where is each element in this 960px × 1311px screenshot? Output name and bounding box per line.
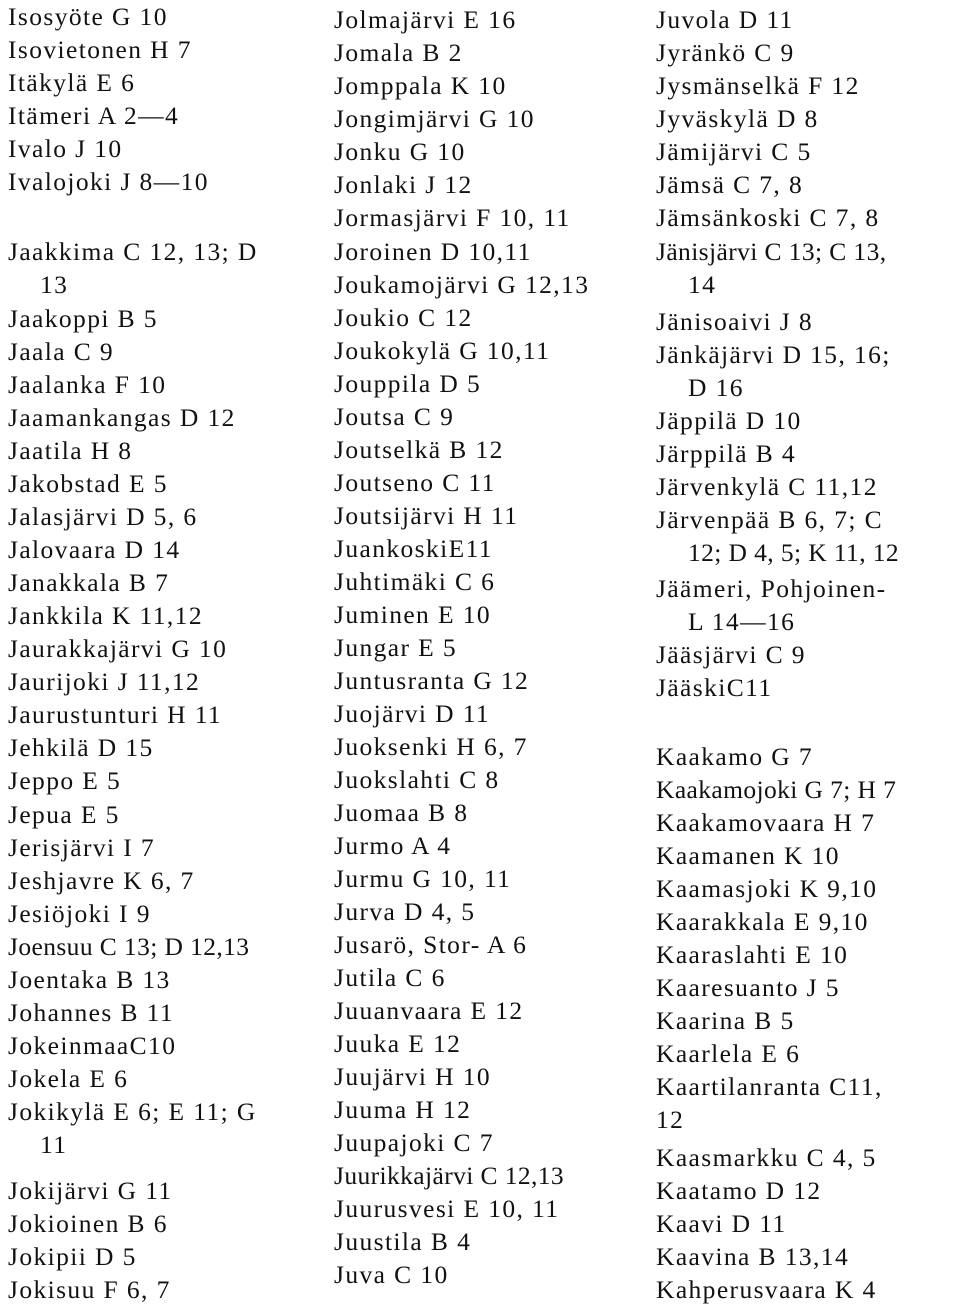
index-entry: Jaurakkajärvi G 10: [8, 634, 228, 663]
index-entry: Kaarakkala E 9,10: [656, 907, 869, 936]
index-entry: Jonlaki J 12: [334, 170, 473, 199]
index-entry: Jurmu G 10, 11: [334, 864, 512, 893]
index-entry: Kaakamo G 7: [656, 742, 814, 771]
index-entry: Kaarina B 5: [656, 1006, 795, 1035]
index-entry: Jaatila H 8: [8, 436, 133, 465]
index-entry: Jyränkö C 9: [656, 38, 795, 67]
index-entry-continuation: 13: [40, 270, 69, 299]
index-entry-continuation: 14: [688, 270, 717, 299]
index-entry: Jomala B 2: [334, 38, 463, 67]
index-column-3: [656, 0, 960, 1311]
index-entry: Jokipii D 5: [8, 1242, 137, 1271]
index-entry: Jankkila K 11,12: [8, 601, 203, 630]
index-entry-continuation: D 16: [688, 373, 744, 402]
index-entry: Jesiöjoki I 9: [8, 899, 151, 928]
index-entry: Juminen E 10: [334, 600, 492, 629]
index-entry: Joentaka B 13: [8, 965, 171, 994]
index-entry: Jämijärvi C 5: [656, 137, 812, 166]
index-entry: Jalasjärvi D 5, 6: [8, 502, 198, 531]
index-entry: Juvola D 11: [656, 5, 794, 34]
index-entry: Jaakoppi B 5: [8, 304, 158, 333]
index-entry: Jokela E 6: [8, 1064, 129, 1093]
index-entry: Jurmo A 4: [334, 831, 452, 860]
index-entry: Jaurijoki J 11,12: [8, 667, 201, 696]
index-entry: Jouppila D 5: [334, 369, 482, 398]
index-entry: Joutsijärvi H 11: [334, 501, 519, 530]
index-entry: Joutselkä B 12: [334, 435, 504, 464]
index-entry-continuation: 12: [656, 1105, 685, 1134]
index-entry: Jämsänkoski C 7, 8: [656, 203, 880, 232]
index-entry: Ivalojoki J 8—10: [8, 167, 209, 196]
index-entry: Jokijärvi G 11: [8, 1176, 173, 1205]
index-entry: Isovietonen H 7: [8, 35, 192, 64]
index-entry: Kaakamovaara H 7: [656, 808, 876, 837]
index-entry: Jormasjärvi F 10, 11: [334, 203, 571, 232]
index-entry: Jeshjavre K 6, 7: [8, 866, 195, 895]
index-entry: Järvenpää B 6, 7; C: [656, 505, 884, 534]
index-entry: Järvenkylä C 11,12: [656, 472, 878, 501]
index-entry-continuation: L 14—16: [688, 607, 796, 636]
index-entry: Juokslahti C 8: [334, 765, 500, 794]
index-entry: Jokikylä E 6; E 11; G: [8, 1097, 257, 1126]
index-entry: Joukio C 12: [334, 303, 473, 332]
index-entry: Itämeri A 2—4: [8, 101, 180, 130]
index-entry-continuation: 11: [40, 1130, 68, 1159]
index-entry: Jaamankangas D 12: [8, 403, 236, 432]
index-entry: Jeppo E 5: [8, 766, 122, 795]
index-entry: Juhtimäki C 6: [334, 567, 496, 596]
index-entry: Juurusvesi E 10, 11: [334, 1194, 560, 1223]
index-entry: Jänisjärvi C 13; C 13,: [656, 237, 887, 266]
index-entry: Janakkala B 7: [8, 568, 170, 597]
index-entry: Joutsa C 9: [334, 402, 455, 431]
index-entry: Joensuu C 13; D 12,13: [8, 932, 250, 961]
index-entry: Kaatamo D 12: [656, 1176, 822, 1205]
index-entry: Jongimjärvi G 10: [334, 104, 535, 133]
index-entry: Jämsä C 7, 8: [656, 170, 804, 199]
index-entry: Joroinen D 10,11: [334, 237, 532, 266]
index-entry: Jäämeri, Pohjoinen-: [656, 574, 887, 603]
index-entry: Kaavi D 11: [656, 1209, 787, 1238]
index-entry: Jaala C 9: [8, 337, 115, 366]
index-entry: Jomppala K 10: [334, 71, 507, 100]
index-entry: Itäkylä E 6: [8, 68, 136, 97]
index-entry: Juomaa B 8: [334, 798, 469, 827]
index-entry: Jutila C 6: [334, 963, 446, 992]
index-entry: Joukokylä G 10,11: [334, 336, 551, 365]
index-entry: Jaakkima C 12, 13; D: [8, 237, 258, 266]
index-entry: Jepua E 5: [8, 800, 120, 829]
index-entry: Juojärvi D 11: [334, 699, 491, 728]
index-entry: Juuma H 12: [334, 1095, 472, 1124]
index-entry: Jyväskylä D 8: [656, 104, 819, 133]
index-column-2: [334, 0, 642, 1311]
index-entry: Joukamojärvi G 12,13: [334, 270, 590, 299]
index-entry: Juupajoki C 7: [334, 1128, 494, 1157]
index-entry: Kaakamojoki G 7; H 7: [656, 775, 897, 804]
index-entry: Järppilä B 4: [656, 439, 797, 468]
index-entry: Jäppilä D 10: [656, 406, 802, 435]
index-entry: Jänisoaivi J 8: [656, 307, 814, 336]
index-entry: Kahperusvaara K 4: [656, 1275, 877, 1304]
index-entry: Ivalo J 10: [8, 134, 123, 163]
index-entry: Jänkäjärvi D 15, 16;: [656, 340, 891, 369]
index-entry: Jonku G 10: [334, 137, 466, 166]
index-entry: Juuanvaara E 12: [334, 996, 524, 1025]
index-entry: Jerisjärvi I 7: [8, 833, 156, 862]
index-entry: Jakobstad E 5: [8, 469, 168, 498]
index-entry: Juva C 10: [334, 1260, 449, 1289]
index-entry: Kaasmarkku C 4, 5: [656, 1143, 877, 1172]
index-entry: Juntusranta G 12: [334, 666, 530, 695]
index-entry: Jurva D 4, 5: [334, 897, 476, 926]
index-entry: Juoksenki H 6, 7: [334, 732, 528, 761]
index-entry: JääskiC11: [656, 673, 773, 702]
index-entry: Jokioinen B 6: [8, 1209, 168, 1238]
index-entry: Juuka E 12: [334, 1029, 462, 1058]
index-entry: Juustila B 4: [334, 1227, 472, 1256]
index-entry: Jokisuu F 6, 7: [8, 1275, 171, 1304]
index-entry: Kaaresuanto J 5: [656, 973, 840, 1002]
index-entry: Jehkilä D 15: [8, 733, 154, 762]
index-entry-continuation: 12; D 4, 5; K 11, 12: [688, 538, 900, 567]
index-entry: Kaamanen K 10: [656, 841, 840, 870]
index-entry: Juujärvi H 10: [334, 1062, 492, 1091]
index-entry: Jalovaara D 14: [8, 535, 181, 564]
index-entry: Isosyöte G 10: [8, 2, 168, 31]
index-entry: Joutseno C 11: [334, 468, 496, 497]
index-entry: Jaurustunturi H 11: [8, 700, 223, 729]
index-entry: Jungar E 5: [334, 633, 458, 662]
index-entry: Jysmänselkä F 12: [656, 71, 860, 100]
index-entry: Kaaraslahti E 10: [656, 940, 849, 969]
index-entry: Juurikkajärvi C 12,13: [334, 1161, 565, 1190]
index-entry: Kaartilanranta C11,: [656, 1072, 883, 1101]
index-entry: Kaavina B 13,14: [656, 1242, 850, 1271]
index-entry: Jolmajärvi E 16: [334, 5, 517, 34]
index-entry: JuankoskiE11: [334, 534, 493, 563]
index-entry: Johannes B 11: [8, 998, 174, 1027]
index-entry: Kaarlela E 6: [656, 1039, 801, 1068]
index-entry: JokeinmaaC10: [8, 1031, 177, 1060]
index-entry: Jusarö, Stor- A 6: [334, 930, 528, 959]
index-entry: Kaamasjoki K 9,10: [656, 874, 878, 903]
index-column-1: [8, 0, 323, 1311]
index-entry: Jääsjärvi C 9: [656, 640, 806, 669]
index-entry: Jaalanka F 10: [8, 370, 167, 399]
